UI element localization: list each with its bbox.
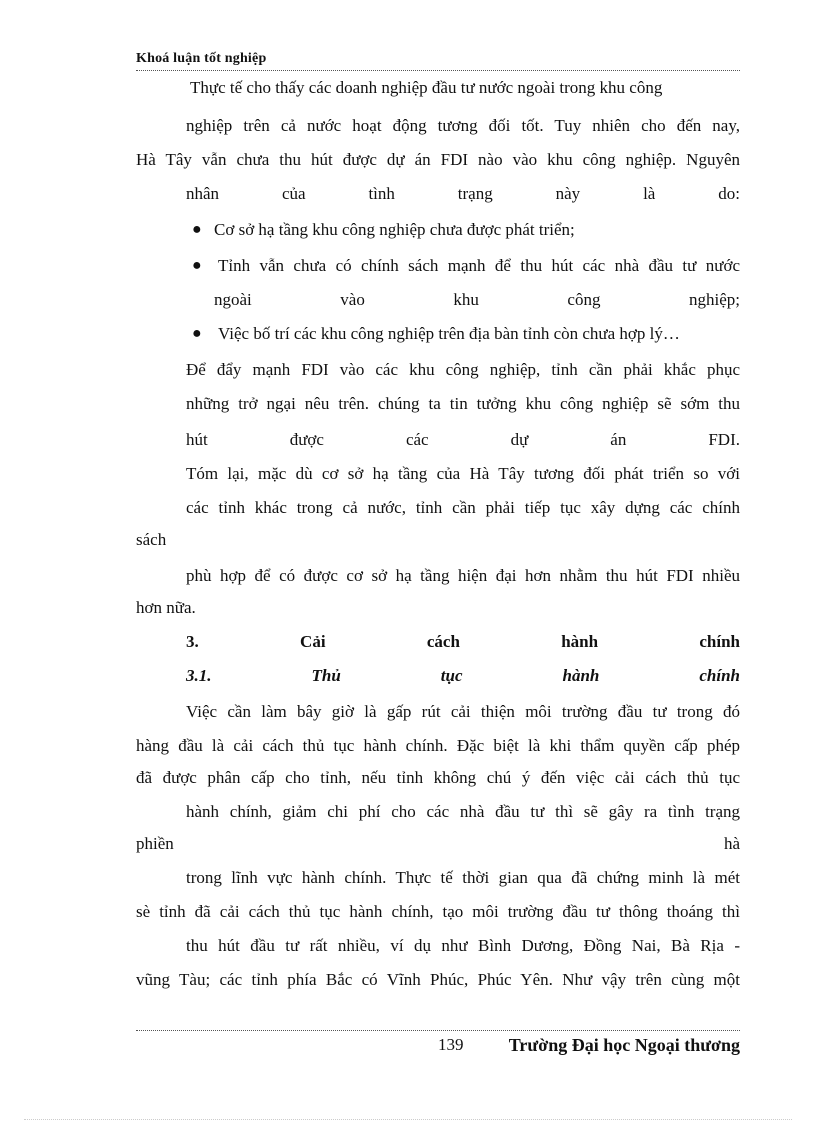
body-line: sách [136,530,167,549]
bullet-text: Cơ sở hạ tầng khu công nghiệp chưa được phát triển; [214,220,575,239]
page-header [136,50,740,71]
body-line: nhân của tình trạng này là do: [186,184,740,203]
body-line: Tóm lại, mặc dù cơ sở hạ tầng của Hà Tây tương đối phát triển so với [186,464,740,483]
page-footer [136,1030,740,1055]
bullet-item [136,322,740,346]
body-line: nghiệp trên cả nước hoạt động tương đối tốt. Tuy nhiên cho đến nay, [186,116,740,135]
bullet-dot-icon: ● [192,257,202,274]
body-line: những trở ngại nêu trên. chúng ta tin tưởng khu công nghiệp sẽ sớm thu [186,394,740,413]
bullet-dot-icon: ● [192,325,202,342]
school-name: Trường Đại học Ngoại thương [508,1035,740,1055]
body-line: hàng đầu là cải cách thủ tục hành chính. Đặc biệt là khi thẩm quyền cấp phép [136,736,740,755]
body-line: phù hợp để có được cơ sở hạ tầng hiện đại hơn nhằm thu hút FDI nhiều [186,566,740,585]
body-line: thu hút đầu tư rất nhiều, ví dụ như Bình Dương, Đồng Nai, Bà Rịa - [186,936,740,955]
body-line: các tỉnh khác trong cả nước, tỉnh cần phải tiếp tục xây dựng các chính [186,498,740,517]
body-line: Hà Tây vẫn chưa thu hút được dự án FDI nào vào khu công nghiệp. Nguyên [136,150,740,169]
bullet-text: Tỉnh vẫn chưa có chính sách mạnh để thu hút các nhà đầu tư nước [218,256,740,275]
page-number: 139 [438,1035,464,1054]
header-title: Khoá luận tốt nghiệp [136,51,267,66]
subsection-heading: 3.1. Thủ tục hành chính [186,666,740,685]
body-line: hành chính, giảm chi phí cho các nhà đầu tư thì sẽ gây ra tình trạng [186,802,740,821]
section-heading: 3. Cải cách hành chính [186,632,740,651]
bullet-item [136,218,740,242]
body-line: Việc cần làm bây giờ là gấp rút cải thiện môi trường đầu tư trong đó [186,702,740,721]
body-line: vũng Tàu; các tỉnh phía Bắc có Vĩnh Phúc, Phúc Yên. Như vậy trên cùng một [136,970,740,989]
bullet-item [136,254,740,278]
body-line: Thực tế cho thấy các doanh nghiệp đầu tư nước ngoài trong khu công [190,78,663,97]
body-line: hút được các dự án FDI. [186,430,740,449]
bullet-dot-icon: ● [192,221,202,238]
body-line: phiền hà [136,834,740,853]
body-line: sè tỉnh đã cải cách thủ tục hành chính, tạo môi trường đầu tư thông thoáng thì [136,902,740,921]
bullet-text: Việc bố trí các khu công nghiệp trên địa bàn tỉnh còn chưa hợp lý… [218,324,680,343]
body-line: ngoài vào khu công nghiệp; [214,290,740,309]
bottom-divider [24,1119,792,1120]
body-line: đã được phân cấp cho tỉnh, nếu tỉnh không chú ý đến việc cải cách thủ tục [136,768,740,787]
body-line: hơn nữa. [136,598,196,617]
body-line: trong lĩnh vực hành chính. Thực tế thời gian qua đã chứng minh là mét [186,868,740,887]
body-line: Để đẩy mạnh FDI vào các khu công nghiệp, tỉnh cần phải khắc phục [186,360,740,379]
